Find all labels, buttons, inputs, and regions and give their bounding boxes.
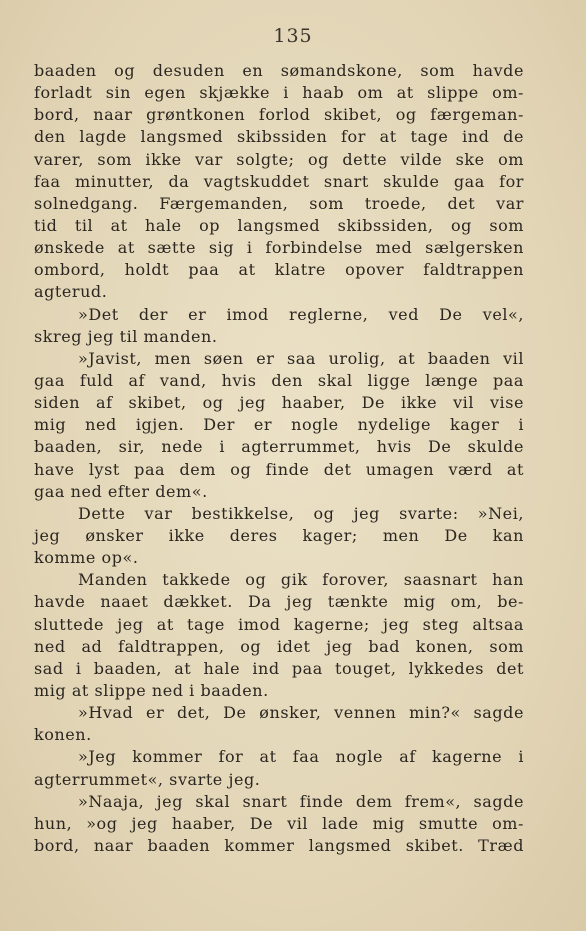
text-line: ombord, holdt paa at klatre opover faldtrappen (34, 260, 524, 280)
text-line: »Naaja, jeg skal snart finde dem frem«, sagde (78, 791, 524, 811)
text-line: sluttede jeg at tage imod kagerne; jeg steg altsaa (34, 614, 524, 634)
text-line: Manden takkede og gik forover, saasnart han (78, 570, 524, 590)
text-line: faa minutter, da vagtskuddet snart skulde gaa for (34, 171, 524, 191)
text-line: bord, naar baaden kommer langsmed skibet. Træd (34, 835, 524, 855)
text-line: den lagde langsmed skibssiden for at tage ind de (34, 127, 524, 147)
body-text (34, 60, 524, 857)
text-line: siden af skibet, og jeg haaber, De ikke vil vise (34, 393, 524, 413)
text-line: gaa fuld af vand, hvis den skal ligge længe paa (34, 370, 524, 390)
text-line: hun, »og jeg haaber, De vil lade mig smutte om- (34, 813, 524, 833)
text-line: bord, naar grøntkonen forlod skibet, og færgeman- (34, 105, 524, 125)
text-line: tid til at hale op langsmed skibssiden, og som (34, 215, 524, 235)
text-line: ned ad faldtrappen, og idet jeg bad konen, som (34, 636, 524, 656)
text-line: gaa ned efter dem«. (34, 481, 208, 501)
text-line: varer, som ikke var solgte; og dette vilde ske om (34, 149, 524, 169)
text-line: mig ned igjen. Der er nogle nydelige kager i (34, 415, 524, 435)
text-line: have lyst paa dem og finde det umagen værd at (34, 459, 524, 479)
text-line: havde naaet dækket. Da jeg tænkte mig om, be- (34, 592, 524, 612)
text-line: komme op«. (34, 548, 139, 568)
text-line: sad i baaden, at hale ind paa touget, lykkedes det (34, 658, 524, 678)
text-line: baaden og desuden en sømandskone, som havde (34, 61, 524, 80)
text-line: baaden, sir, nede i agterrummet, hvis De skulde (34, 437, 524, 457)
text-line: forladt sin egen skjække i haab om at slippe om- (34, 83, 524, 103)
text-line: »Hvad er det, De ønsker, vennen min?« sagde (78, 703, 524, 723)
text-line: solnedgang. Færgemanden, som troede, det var (34, 193, 524, 213)
text-line: »Jeg kommer for at faa nogle af kagerne i (78, 747, 524, 767)
text-line: mig at slippe ned i baaden. (34, 680, 269, 700)
text-line: jeg ønsker ikke deres kager; men De kan (34, 525, 524, 545)
text-line: konen. (34, 725, 92, 745)
page-number: 135 (273, 25, 313, 47)
text-line: agterud. (34, 282, 108, 302)
text-line: ønskede at sætte sig i forbindelse med sælgersken (34, 238, 524, 258)
text-line: agterrummet«, svarte jeg. (34, 769, 261, 789)
text-line: »Javist, men søen er saa urolig, at baaden vil (78, 348, 524, 368)
text-line: Dette var bestikkelse, og jeg svarte: »Nei, (78, 503, 524, 523)
text-line: skreg jeg til manden. (34, 326, 218, 346)
text-line: »Det der er imod reglerne, ved De vel«, (78, 304, 524, 324)
